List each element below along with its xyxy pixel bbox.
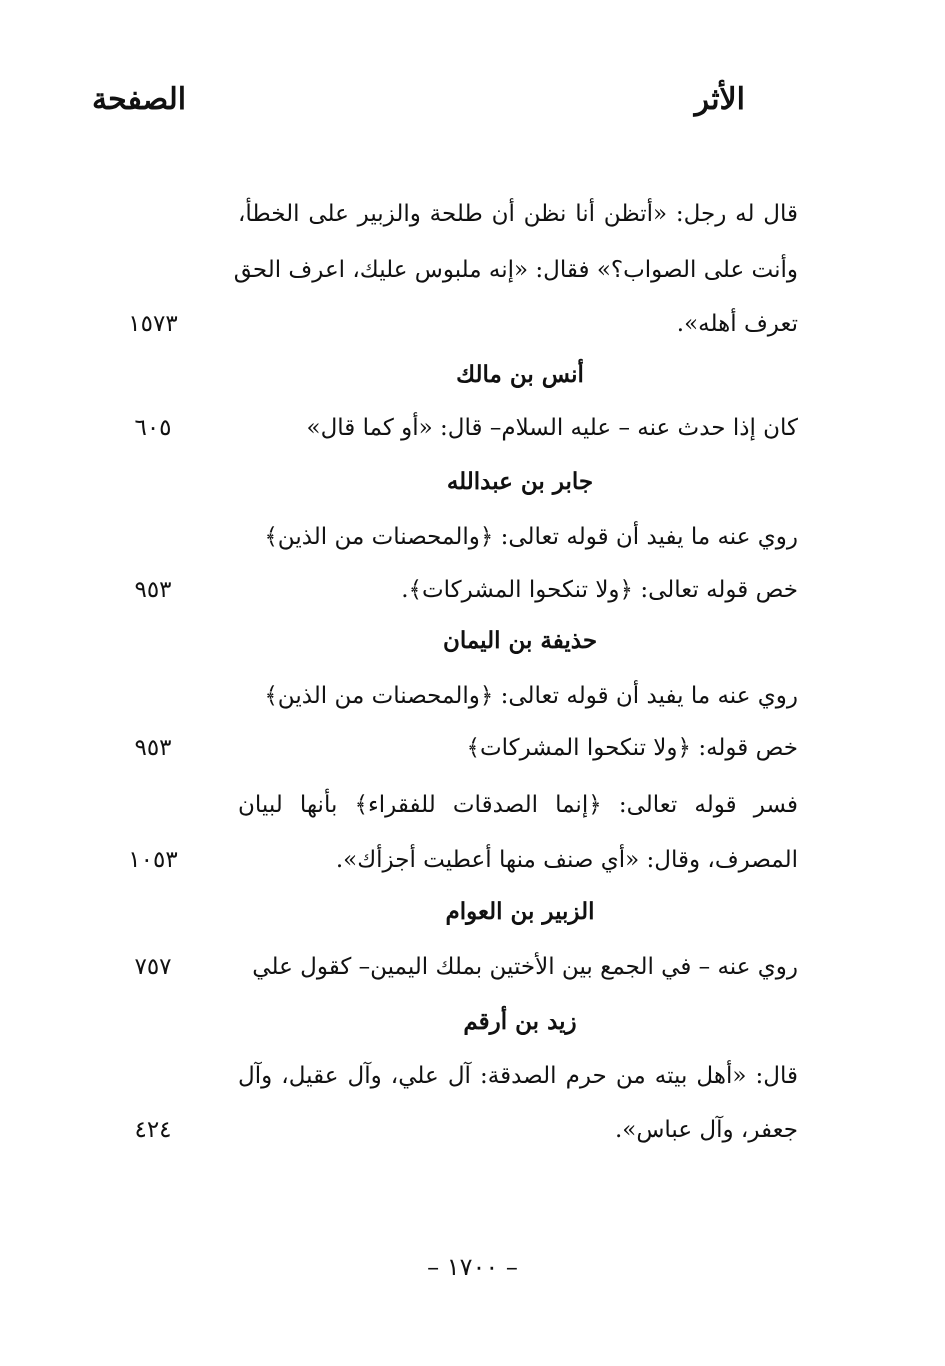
entry-page-number: ٩٥٣ <box>134 577 172 603</box>
entry-page-number: ١٠٥٣ <box>128 847 178 873</box>
companion-heading: زيد بن أرقم <box>463 1008 577 1035</box>
companion-heading: أنس بن مالك <box>456 361 584 388</box>
entry-page-number: ١٥٧٣ <box>128 311 178 337</box>
entry-line: تعرف أهله». <box>676 311 798 337</box>
entry-line: خص قوله تعالى: ﴿ولا تنكحوا المشركات﴾. <box>401 577 798 603</box>
companion-heading: حذيفة بن اليمان <box>442 627 598 654</box>
entry-page-number: ٧٥٧ <box>134 954 172 980</box>
entry-page-number: ٩٥٣ <box>134 735 172 761</box>
entry-line: روي عنه ما يفيد أن قوله تعالى: ﴿والمحصنات من الذين﴾ <box>264 524 798 550</box>
entry-line: فسر قوله تعالى: ﴿إنما الصدقات للفقراء﴾ بأنها لبيان <box>238 792 798 818</box>
column-header-athar: الأثر <box>694 82 745 117</box>
companion-heading: جابر بن عبدالله <box>446 468 594 495</box>
entry-line: روي عنه ما يفيد أن قوله تعالى: ﴿والمحصنات من الذين﴾ <box>264 683 798 709</box>
entry-line: جعفر، وآل عباس». <box>614 1117 798 1143</box>
entry-page-number: ٤٢٤ <box>134 1117 172 1143</box>
entry-line: كان إذا حدث عنه – عليه السلام– قال: «أو كما قال» <box>306 415 798 441</box>
entry-line: المصرف، وقال: «أي صنف منها أعطيت أجزأك». <box>335 847 798 873</box>
companion-heading: الزبير بن العوام <box>445 898 595 925</box>
entry-line: قال: «أهل بيته من حرم الصدقة: آل علي، وآل عقيل، وآل <box>238 1063 798 1089</box>
entry-line: وأنت على الصواب؟» فقال: «إنه ملبوس عليك، اعرف الحق <box>233 257 798 283</box>
entry-line: قال له رجل: «أتظن أنا نظن أن طلحة والزبير على الخطأ، <box>238 201 798 227</box>
page-number-footer: – ١٧٠٠ – <box>427 1253 518 1281</box>
entry-page-number: ٦٠٥ <box>134 415 172 441</box>
entry-line: خص قوله: ﴿ولا تنكحوا المشركات﴾ <box>466 735 798 761</box>
entry-line: روي عنه – في الجمع بين الأختين بملك اليمين– كقول علي <box>252 954 798 980</box>
column-header-page: الصفحة <box>92 82 187 117</box>
